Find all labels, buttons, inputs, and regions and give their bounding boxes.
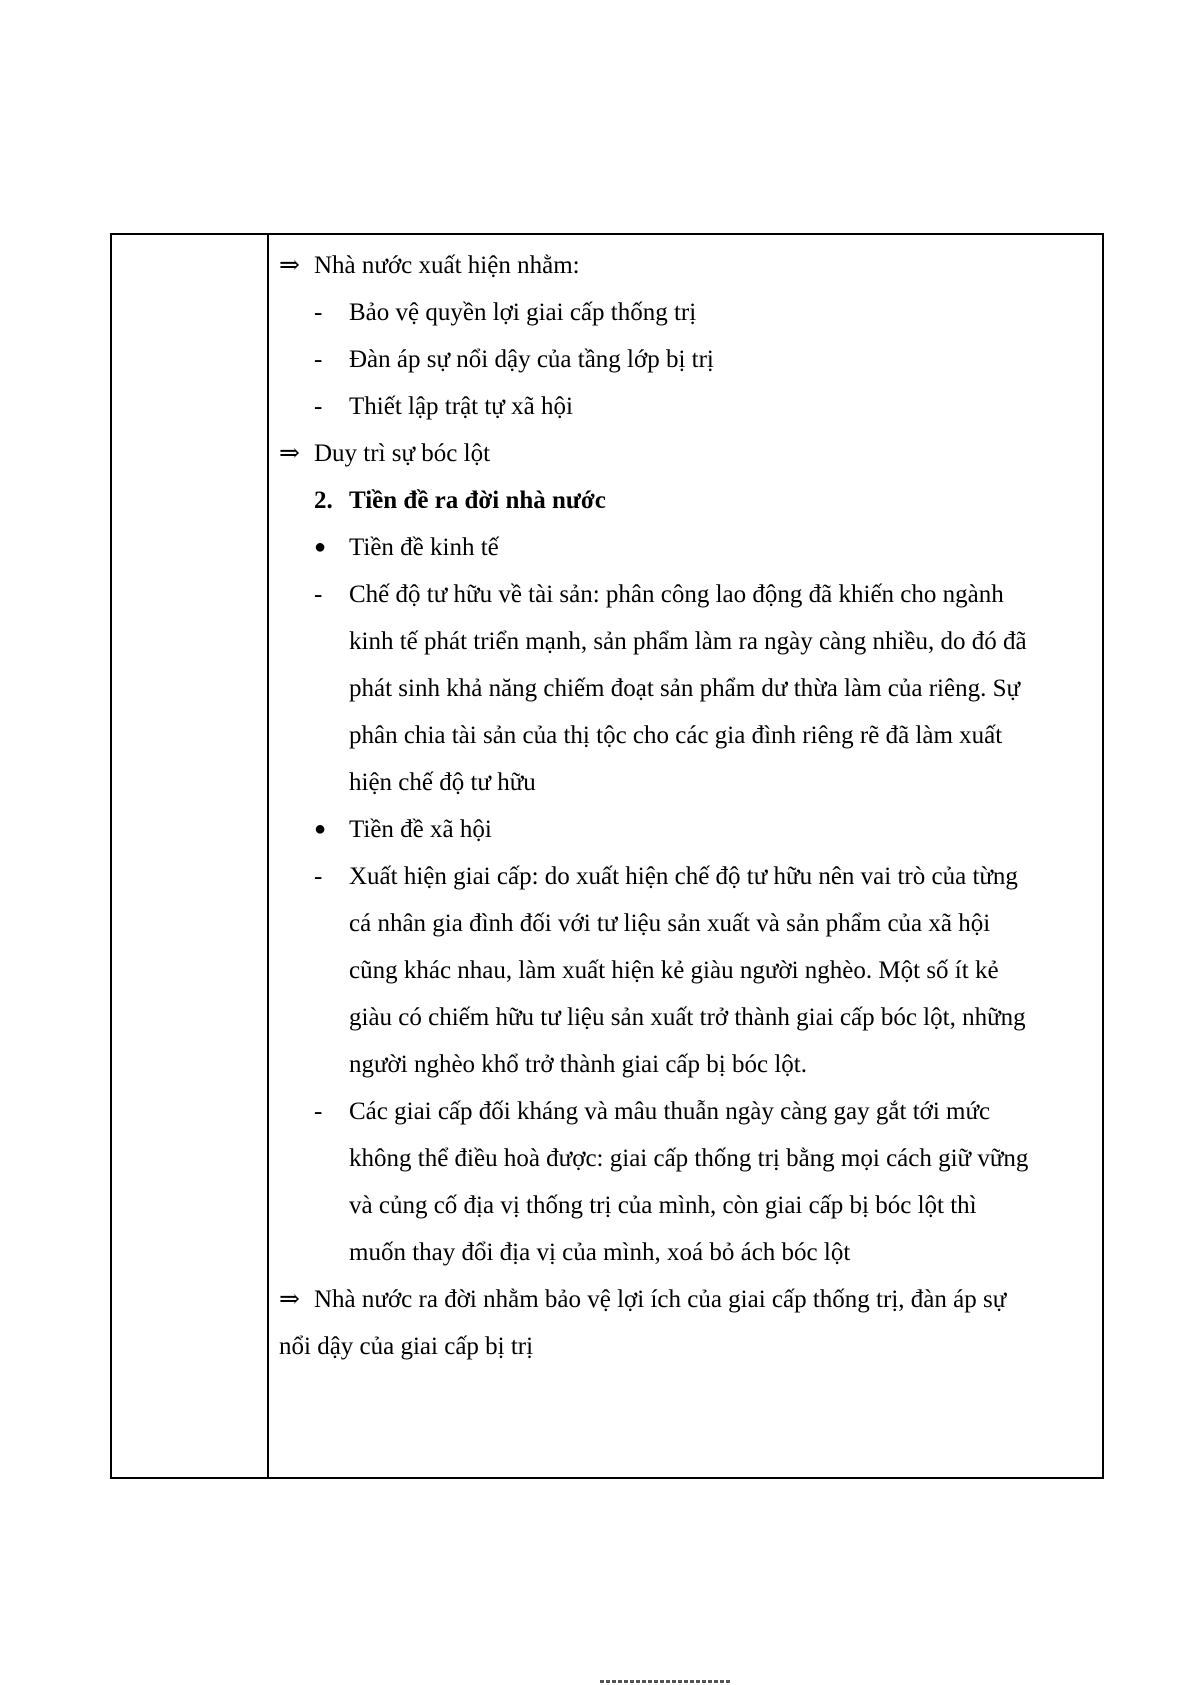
section-heading: 2. Tiền đề ra đời nhà nước [279, 477, 1090, 524]
list-item-continuation: phân chia tài sản của thị tộc cho các gia đình riêng rẽ đã làm xuất [349, 722, 1003, 749]
dash-marker: - [314, 393, 323, 420]
dash-marker: - [314, 863, 323, 890]
implies-arrow-icon: ⇒ [279, 1286, 300, 1313]
list-item: - Bảo vệ quyền lợi giai cấp thống trị [279, 289, 1090, 336]
implies-arrow-icon: ⇒ [279, 252, 300, 279]
page-footer-mark [600, 1680, 730, 1683]
list-item-continuation: người nghèo khổ trở thành giai cấp bị bóc lột. [349, 1051, 807, 1078]
list-item-continuation: muốn thay đổi địa vị của mình, xoá bỏ ách bóc lột [349, 1239, 851, 1266]
list-item: - Xuất hiện giai cấp: do xuất hiện chế độ tư hữu nên vai trò của từng [279, 853, 1090, 900]
list-item-continuation: phát sinh khả năng chiếm đoạt sản phẩm dư thừa làm của riêng. Sự [349, 675, 1021, 702]
content-table [110, 233, 1104, 1479]
dash-marker: - [314, 1098, 323, 1125]
bullet-heading: ● Tiền đề kinh tế [279, 524, 1090, 571]
table-right-column [269, 235, 1102, 1477]
list-item: - Các giai cấp đối kháng và mâu thuẫn ngày càng gay gắt tới mức [279, 1088, 1090, 1135]
list-item: - Chế độ tư hữu về tài sản: phân công lao động đã khiến cho ngành [279, 571, 1090, 618]
bullet-icon: ● [314, 536, 327, 558]
table-left-column [112, 235, 269, 1477]
list-item: - Đàn áp sự nổi dậy của tầng lớp bị trị [279, 336, 1090, 383]
list-item-continuation: cá nhân gia đình đối với tư liệu sản xuất và sản phẩm của xã hội [349, 910, 991, 937]
dash-marker: - [314, 581, 323, 608]
dash-marker: - [314, 299, 323, 326]
list-item-continuation: hiện chế độ tư hữu [349, 769, 536, 796]
list-item-continuation: kinh tế phát triển mạnh, sản phẩm làm ra ngày càng nhiều, do đó đã [349, 628, 1027, 655]
conclusion-line: ⇒ Nhà nước ra đời nhằm bảo vệ lợi ích của giai cấp thống trị, đàn áp sự [279, 1276, 1090, 1323]
implies-arrow-icon: ⇒ [279, 440, 300, 467]
section-number: 2. [314, 487, 333, 514]
list-item-continuation: không thể điều hoà được: giai cấp thống trị bằng mọi cách giữ vững [349, 1145, 1029, 1172]
list-item-continuation: cũng khác nhau, làm xuất hiện kẻ giàu người nghèo. Một số ít kẻ [349, 957, 999, 984]
list-item: - Thiết lập trật tự xã hội [279, 383, 1090, 430]
bullet-icon: ● [314, 818, 327, 840]
conclusion-line: ⇒ Duy trì sự bóc lột [279, 430, 1090, 477]
dash-marker: - [314, 346, 323, 373]
list-item-continuation: giàu có chiếm hữu tư liệu sản xuất trở thành giai cấp bóc lột, những [349, 1004, 1026, 1031]
conclusion-continuation: nổi dậy của giai cấp bị trị [279, 1333, 534, 1360]
list-item-continuation: và củng cố địa vị thống trị của mình, còn giai cấp bị bóc lột thì [349, 1192, 977, 1219]
bullet-heading: ● Tiền đề xã hội [279, 806, 1090, 853]
conclusion-line: ⇒ Nhà nước xuất hiện nhằm: [279, 242, 1090, 289]
